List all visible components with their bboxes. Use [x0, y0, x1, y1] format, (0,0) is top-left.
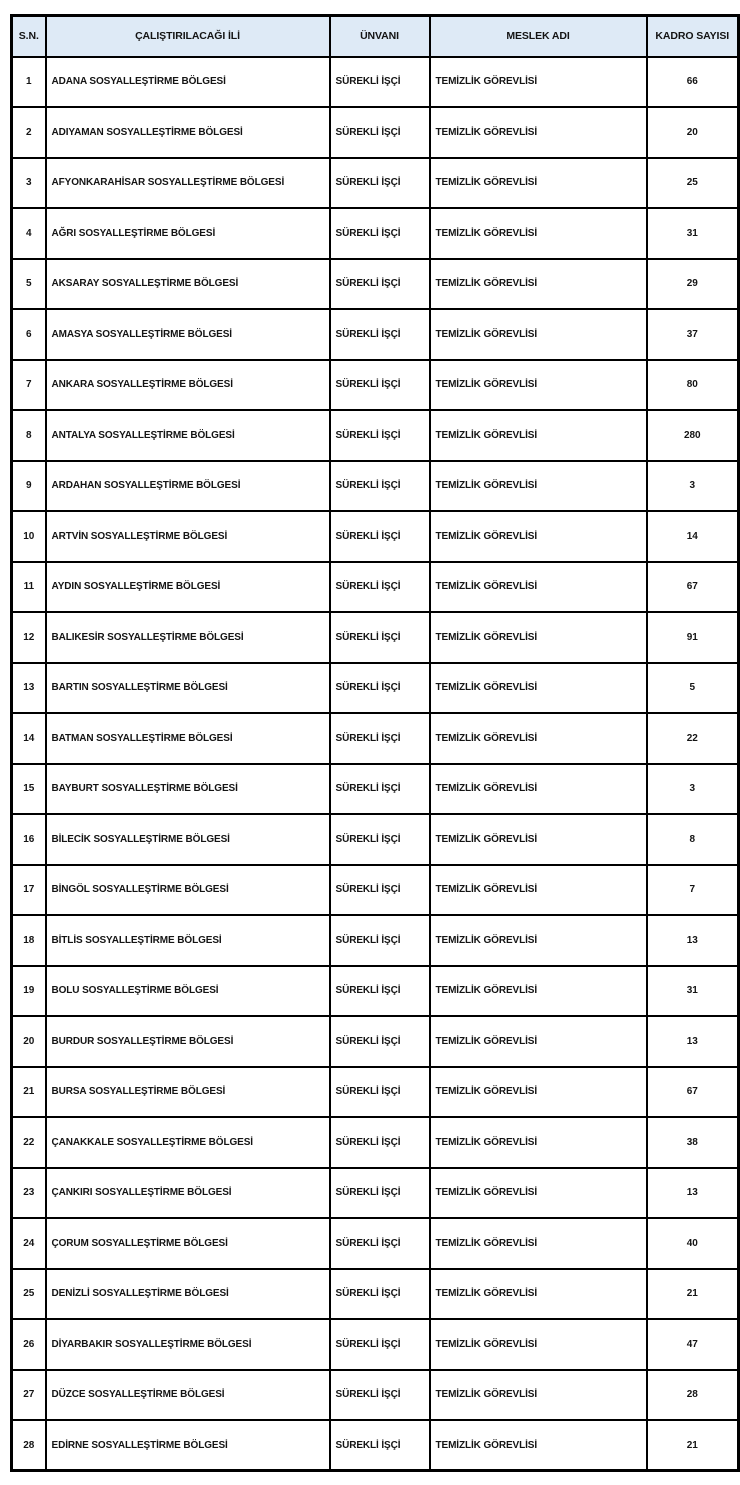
cell-serial-number: 14: [12, 713, 46, 764]
cell-title: SÜREKLİ İŞÇİ: [330, 107, 430, 158]
cell-position-count: 8: [647, 814, 739, 865]
cell-occupation: TEMİZLİK GÖREVLİSİ: [430, 663, 647, 714]
cell-serial-number: 26: [12, 1319, 46, 1370]
cell-position-count: 66: [647, 57, 739, 108]
table-body: [12, 57, 739, 1471]
cell-serial-number: 8: [12, 410, 46, 461]
cell-province: ADANA SOSYALLEŞTİRME BÖLGESİ: [46, 57, 330, 108]
table-row: [12, 1117, 739, 1168]
column-header-serial-number: S.N.: [12, 16, 46, 57]
cell-province: DENİZLİ SOSYALLEŞTİRME BÖLGESİ: [46, 1269, 330, 1320]
cell-position-count: 47: [647, 1319, 739, 1370]
cell-province: DÜZCE SOSYALLEŞTİRME BÖLGESİ: [46, 1370, 330, 1421]
column-header-position-count: KADRO SAYISI: [647, 16, 739, 57]
cell-occupation: TEMİZLİK GÖREVLİSİ: [430, 309, 647, 360]
cell-title: SÜREKLİ İŞÇİ: [330, 966, 430, 1017]
cell-province: AMASYA SOSYALLEŞTİRME BÖLGESİ: [46, 309, 330, 360]
table-row: [12, 1319, 739, 1370]
cell-title: SÜREKLİ İŞÇİ: [330, 208, 430, 259]
cell-position-count: 25: [647, 158, 739, 209]
cell-title: SÜREKLİ İŞÇİ: [330, 1269, 430, 1320]
cell-occupation: TEMİZLİK GÖREVLİSİ: [430, 158, 647, 209]
cell-province: BİLECİK SOSYALLEŞTİRME BÖLGESİ: [46, 814, 330, 865]
cell-province: AKSARAY SOSYALLEŞTİRME BÖLGESİ: [46, 259, 330, 310]
cell-occupation: TEMİZLİK GÖREVLİSİ: [430, 562, 647, 613]
cell-title: SÜREKLİ İŞÇİ: [330, 764, 430, 815]
cell-province: BOLU SOSYALLEŞTİRME BÖLGESİ: [46, 966, 330, 1017]
cell-position-count: 91: [647, 612, 739, 663]
cell-position-count: 31: [647, 208, 739, 259]
column-header-title: ÜNVANI: [330, 16, 430, 57]
cell-serial-number: 1: [12, 57, 46, 108]
cell-position-count: 13: [647, 915, 739, 966]
cell-serial-number: 19: [12, 966, 46, 1017]
cell-position-count: 3: [647, 764, 739, 815]
cell-serial-number: 17: [12, 865, 46, 916]
cell-occupation: TEMİZLİK GÖREVLİSİ: [430, 865, 647, 916]
table-row: [12, 360, 739, 411]
table-row: [12, 107, 739, 158]
cell-title: SÜREKLİ İŞÇİ: [330, 814, 430, 865]
cell-position-count: 38: [647, 1117, 739, 1168]
cell-serial-number: 4: [12, 208, 46, 259]
cell-occupation: TEMİZLİK GÖREVLİSİ: [430, 1067, 647, 1118]
table-row: [12, 158, 739, 209]
cell-serial-number: 15: [12, 764, 46, 815]
cell-title: SÜREKLİ İŞÇİ: [330, 713, 430, 764]
cell-province: AĞRI SOSYALLEŞTİRME BÖLGESİ: [46, 208, 330, 259]
cell-position-count: 14: [647, 511, 739, 562]
cell-title: SÜREKLİ İŞÇİ: [330, 1319, 430, 1370]
cell-position-count: 7: [647, 865, 739, 916]
cell-province: BİTLİS SOSYALLEŞTİRME BÖLGESİ: [46, 915, 330, 966]
cell-province: ANTALYA SOSYALLEŞTİRME BÖLGESİ: [46, 410, 330, 461]
cell-title: SÜREKLİ İŞÇİ: [330, 1420, 430, 1471]
staffing-positions-table: [10, 14, 740, 1472]
cell-province: AYDIN SOSYALLEŞTİRME BÖLGESİ: [46, 562, 330, 613]
column-header-occupation: MESLEK ADI: [430, 16, 647, 57]
cell-title: SÜREKLİ İŞÇİ: [330, 1218, 430, 1269]
table-row: [12, 915, 739, 966]
cell-occupation: TEMİZLİK GÖREVLİSİ: [430, 1016, 647, 1067]
cell-position-count: 28: [647, 1370, 739, 1421]
table-row: [12, 663, 739, 714]
cell-occupation: TEMİZLİK GÖREVLİSİ: [430, 1269, 647, 1320]
cell-title: SÜREKLİ İŞÇİ: [330, 1016, 430, 1067]
table-row: [12, 814, 739, 865]
table-row: [12, 1420, 739, 1471]
cell-serial-number: 22: [12, 1117, 46, 1168]
cell-occupation: TEMİZLİK GÖREVLİSİ: [430, 410, 647, 461]
cell-occupation: TEMİZLİK GÖREVLİSİ: [430, 511, 647, 562]
cell-title: SÜREKLİ İŞÇİ: [330, 1067, 430, 1118]
cell-province: BURDUR SOSYALLEŞTİRME BÖLGESİ: [46, 1016, 330, 1067]
table-row: [12, 764, 739, 815]
cell-title: SÜREKLİ İŞÇİ: [330, 410, 430, 461]
cell-serial-number: 5: [12, 259, 46, 310]
cell-serial-number: 7: [12, 360, 46, 411]
cell-occupation: TEMİZLİK GÖREVLİSİ: [430, 1370, 647, 1421]
cell-province: ARTVİN SOSYALLEŞTİRME BÖLGESİ: [46, 511, 330, 562]
table-row: [12, 208, 739, 259]
table-row: [12, 612, 739, 663]
cell-province: BARTIN SOSYALLEŞTİRME BÖLGESİ: [46, 663, 330, 714]
cell-title: SÜREKLİ İŞÇİ: [330, 1168, 430, 1219]
table-row: [12, 1016, 739, 1067]
table-row: [12, 1269, 739, 1320]
cell-occupation: TEMİZLİK GÖREVLİSİ: [430, 57, 647, 108]
cell-occupation: TEMİZLİK GÖREVLİSİ: [430, 915, 647, 966]
cell-position-count: 80: [647, 360, 739, 411]
cell-position-count: 21: [647, 1420, 739, 1471]
cell-position-count: 20: [647, 107, 739, 158]
table-row: [12, 1370, 739, 1421]
cell-title: SÜREKLİ İŞÇİ: [330, 663, 430, 714]
table-row: [12, 966, 739, 1017]
cell-occupation: TEMİZLİK GÖREVLİSİ: [430, 360, 647, 411]
cell-occupation: TEMİZLİK GÖREVLİSİ: [430, 1117, 647, 1168]
cell-serial-number: 21: [12, 1067, 46, 1118]
cell-title: SÜREKLİ İŞÇİ: [330, 511, 430, 562]
cell-occupation: TEMİZLİK GÖREVLİSİ: [430, 764, 647, 815]
cell-title: SÜREKLİ İŞÇİ: [330, 562, 430, 613]
table-row: [12, 309, 739, 360]
cell-province: ANKARA SOSYALLEŞTİRME BÖLGESİ: [46, 360, 330, 411]
column-header-province: ÇALIŞTIRILACAĞI İLİ: [46, 16, 330, 57]
cell-occupation: TEMİZLİK GÖREVLİSİ: [430, 1420, 647, 1471]
cell-position-count: 21: [647, 1269, 739, 1320]
cell-serial-number: 16: [12, 814, 46, 865]
cell-title: SÜREKLİ İŞÇİ: [330, 1370, 430, 1421]
cell-serial-number: 25: [12, 1269, 46, 1320]
cell-title: SÜREKLİ İŞÇİ: [330, 259, 430, 310]
table-row: [12, 1218, 739, 1269]
cell-serial-number: 23: [12, 1168, 46, 1219]
cell-province: EDİRNE SOSYALLEŞTİRME BÖLGESİ: [46, 1420, 330, 1471]
cell-serial-number: 9: [12, 461, 46, 512]
cell-position-count: 3: [647, 461, 739, 512]
cell-province: ÇORUM SOSYALLEŞTİRME BÖLGESİ: [46, 1218, 330, 1269]
cell-occupation: TEMİZLİK GÖREVLİSİ: [430, 1319, 647, 1370]
cell-serial-number: 28: [12, 1420, 46, 1471]
table-row: [12, 259, 739, 310]
cell-position-count: 13: [647, 1016, 739, 1067]
table-row: [12, 410, 739, 461]
cell-serial-number: 10: [12, 511, 46, 562]
cell-occupation: TEMİZLİK GÖREVLİSİ: [430, 1218, 647, 1269]
cell-serial-number: 20: [12, 1016, 46, 1067]
cell-occupation: TEMİZLİK GÖREVLİSİ: [430, 208, 647, 259]
cell-title: SÜREKLİ İŞÇİ: [330, 612, 430, 663]
cell-serial-number: 11: [12, 562, 46, 613]
table-row: [12, 865, 739, 916]
cell-province: ARDAHAN SOSYALLEŞTİRME BÖLGESİ: [46, 461, 330, 512]
cell-position-count: 22: [647, 713, 739, 764]
cell-title: SÜREKLİ İŞÇİ: [330, 915, 430, 966]
table-row: [12, 511, 739, 562]
cell-province: BATMAN SOSYALLEŞTİRME BÖLGESİ: [46, 713, 330, 764]
cell-province: ADIYAMAN SOSYALLEŞTİRME BÖLGESİ: [46, 107, 330, 158]
table-row: [12, 57, 739, 108]
table-header-row: [12, 16, 739, 57]
cell-title: SÜREKLİ İŞÇİ: [330, 309, 430, 360]
table-row: [12, 1168, 739, 1219]
cell-occupation: TEMİZLİK GÖREVLİSİ: [430, 713, 647, 764]
cell-occupation: TEMİZLİK GÖREVLİSİ: [430, 814, 647, 865]
cell-serial-number: 13: [12, 663, 46, 714]
cell-occupation: TEMİZLİK GÖREVLİSİ: [430, 1168, 647, 1219]
cell-title: SÜREKLİ İŞÇİ: [330, 865, 430, 916]
cell-position-count: 5: [647, 663, 739, 714]
cell-serial-number: 24: [12, 1218, 46, 1269]
cell-occupation: TEMİZLİK GÖREVLİSİ: [430, 259, 647, 310]
cell-position-count: 67: [647, 562, 739, 613]
table-row: [12, 461, 739, 512]
cell-serial-number: 12: [12, 612, 46, 663]
cell-position-count: 29: [647, 259, 739, 310]
cell-serial-number: 18: [12, 915, 46, 966]
cell-province: DİYARBAKIR SOSYALLEŞTİRME BÖLGESİ: [46, 1319, 330, 1370]
cell-title: SÜREKLİ İŞÇİ: [330, 461, 430, 512]
cell-position-count: 280: [647, 410, 739, 461]
cell-province: BİNGÖL SOSYALLEŞTİRME BÖLGESİ: [46, 865, 330, 916]
cell-province: ÇANAKKALE SOSYALLEŞTİRME BÖLGESİ: [46, 1117, 330, 1168]
table-row: [12, 1067, 739, 1118]
cell-serial-number: 27: [12, 1370, 46, 1421]
cell-serial-number: 3: [12, 158, 46, 209]
cell-serial-number: 6: [12, 309, 46, 360]
cell-position-count: 40: [647, 1218, 739, 1269]
cell-province: BALIKESİR SOSYALLEŞTİRME BÖLGESİ: [46, 612, 330, 663]
cell-position-count: 67: [647, 1067, 739, 1118]
cell-province: ÇANKIRI SOSYALLEŞTİRME BÖLGESİ: [46, 1168, 330, 1219]
cell-position-count: 31: [647, 966, 739, 1017]
cell-province: AFYONKARAHİSAR SOSYALLEŞTİRME BÖLGESİ: [46, 158, 330, 209]
cell-occupation: TEMİZLİK GÖREVLİSİ: [430, 612, 647, 663]
cell-title: SÜREKLİ İŞÇİ: [330, 57, 430, 108]
table-row: [12, 562, 739, 613]
cell-occupation: TEMİZLİK GÖREVLİSİ: [430, 107, 647, 158]
cell-serial-number: 2: [12, 107, 46, 158]
cell-position-count: 37: [647, 309, 739, 360]
cell-title: SÜREKLİ İŞÇİ: [330, 360, 430, 411]
cell-province: BAYBURT SOSYALLEŞTİRME BÖLGESİ: [46, 764, 330, 815]
table-row: [12, 713, 739, 764]
cell-province: BURSA SOSYALLEŞTİRME BÖLGESİ: [46, 1067, 330, 1118]
cell-position-count: 13: [647, 1168, 739, 1219]
cell-title: SÜREKLİ İŞÇİ: [330, 1117, 430, 1168]
cell-occupation: TEMİZLİK GÖREVLİSİ: [430, 966, 647, 1017]
cell-title: SÜREKLİ İŞÇİ: [330, 158, 430, 209]
cell-occupation: TEMİZLİK GÖREVLİSİ: [430, 461, 647, 512]
